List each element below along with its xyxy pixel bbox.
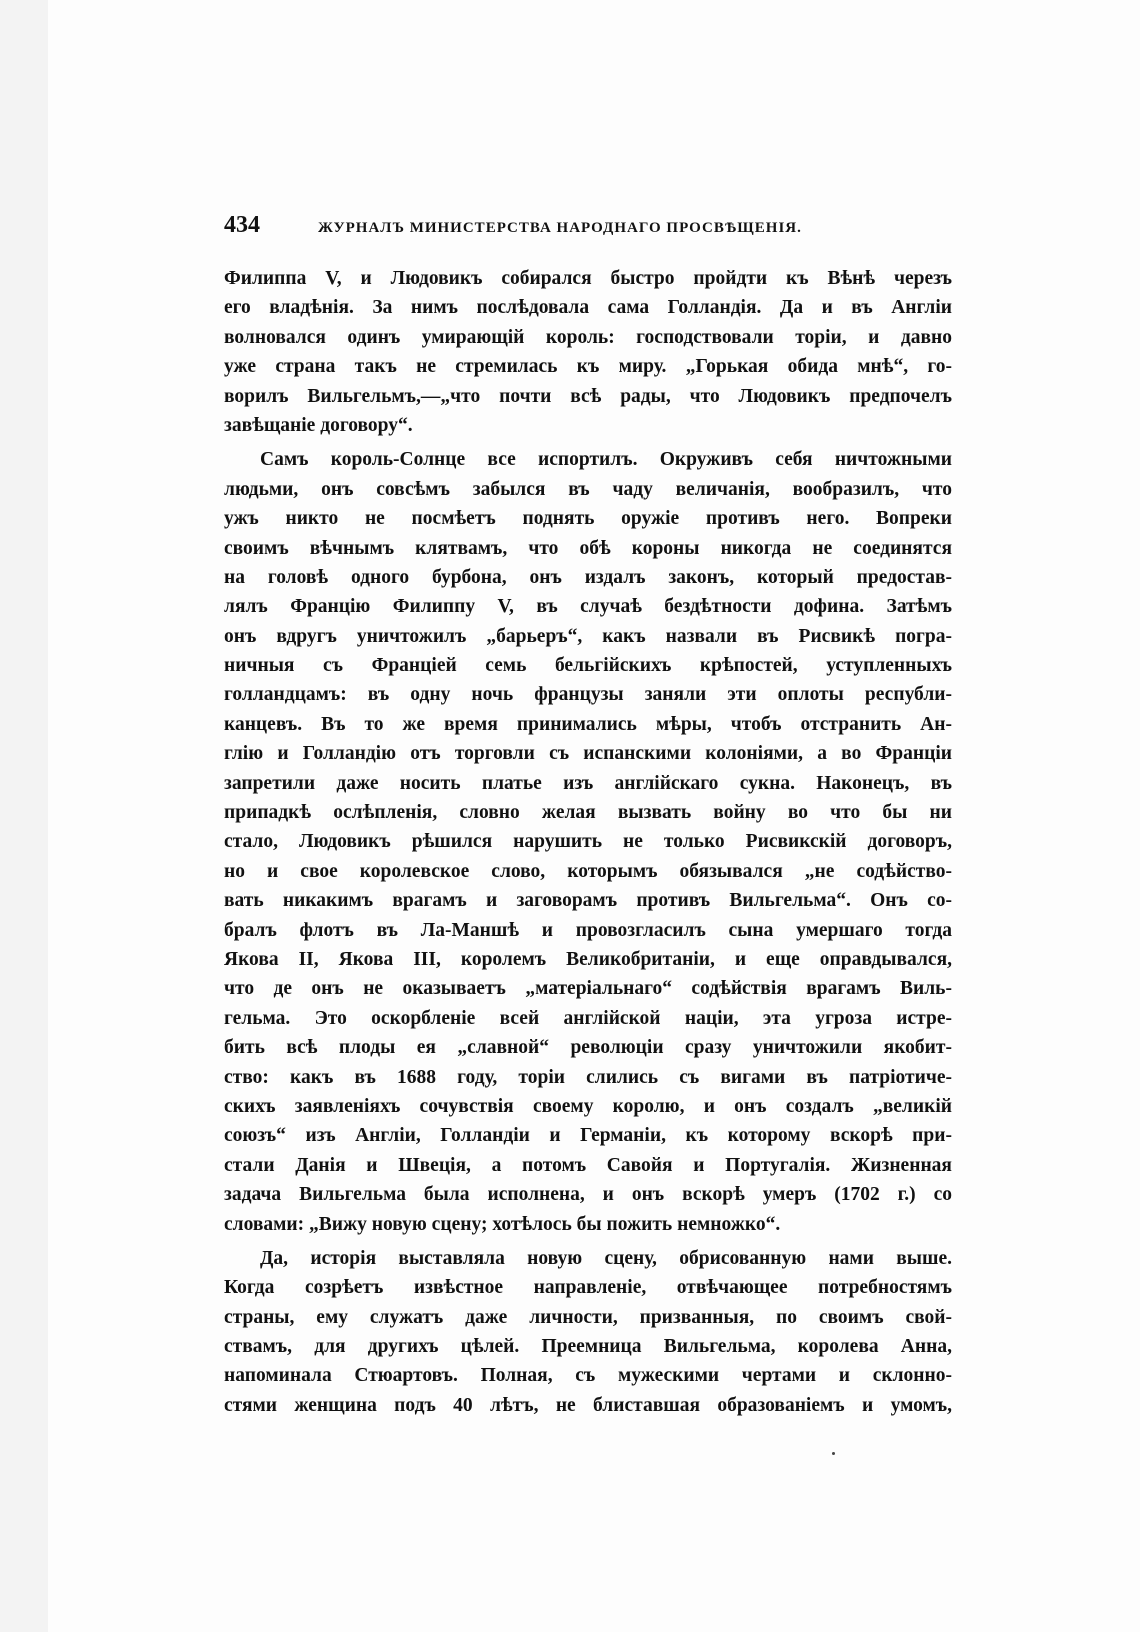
text-line: ничныя съ Франціей семь бельгійскихъ крѣпостей, уступленныхъ [224,655,952,677]
text-line: напоминала Стюартовъ. Полная, съ мужескими чертами и склонно- [224,1365,952,1387]
text-line: вать никакимъ врагамъ и заговорамъ противъ Вильгельма“. Онъ со- [224,890,952,912]
text-line: стали Данія и Швеція, а потомъ Савойя и Португалія. Жизненная [224,1154,952,1176]
text-line: бралъ флотъ въ Ла-Маншѣ и провозгласилъ сына умершаго тогда [224,919,952,941]
text-line: бить всѣ плоды ея „славной“ революціи сразу уничтожили якобит- [224,1037,952,1059]
text-line: глію и Голландію отъ торговли съ испанскими колоніями, а во Франціи [224,743,952,765]
text-line: волновался одинъ умирающій король: господствовали торіи, и давно [224,326,952,348]
page-number: 434 [224,212,260,238]
text-line: ужъ никто не посмѣетъ поднять оружіе противъ него. Вопреки [224,508,952,530]
text-line: голландцамъ: въ одну ночь французы заняли эти оплоты республи- [224,684,952,706]
text-line: на головѣ одного бурбона, онъ издалъ законъ, который предостав- [224,566,952,588]
text-line: страны, ему служатъ даже личности, призванныя, по своимъ свой- [224,1306,952,1328]
text-line: скихъ заявленіяхъ сочувствія своему королю, и онъ создалъ „великій [224,1095,952,1117]
print-speck [832,1452,835,1455]
paragraph-2 [224,445,952,1239]
text-line: онъ вдругъ уничтожилъ „барьеръ“, какъ назвали въ Рисвикѣ погра- [224,625,952,647]
text-line: Филиппа V, и Людовикъ собирался быстро пройдти къ Вѣнѣ черезъ [224,268,952,289]
page-header [224,212,952,252]
text-line: Самъ король-Солнце все испортилъ. Окруживъ себя ничтожными [260,449,952,471]
text-line: канцевъ. Въ то же время принимались мѣры, чтобъ отстранить Ан- [224,713,952,735]
text-line: Якова II, Якова III, королемъ Великобританіи, и еще оправдывался, [224,948,952,970]
text-line: людьми, онъ совсѣмъ забылся въ чаду величанія, вообразилъ, что [224,478,952,500]
running-title: ЖУРНАЛЪ МИНИСТЕРСТВА НАРОДНАГО ПРОСВѢЩЕНІЯ. [318,220,802,236]
text-block [224,212,952,1420]
text-line: своимъ вѣчнымъ клятвамъ, что обѣ короны никогда не соединятся [224,537,952,559]
text-line: ворилъ Вильгельмъ,—„что почти всѣ рады, что Людовикъ предпочелъ [224,385,952,407]
text-line: запретили даже носить платье изъ англійскаго сукна. Наконецъ, въ [224,772,952,794]
paragraph-1 [224,264,952,440]
text-line: ство: какъ въ 1688 году, торіи слились съ вигами въ патріотиче- [224,1066,952,1088]
text-line: Когда созрѣетъ извѣстное направленіе, отвѣчающее потребностямъ [224,1277,952,1299]
text-line: его владѣнія. За нимъ послѣдовала сама Голландія. Да и въ Англіи [224,297,952,319]
text-line: припадкѣ ослѣпленія, словно желая вызвать войну во что бы ни [224,802,952,824]
text-line: гельма. Это оскорбленіе всей англійской націи, эта угроза истре- [224,1007,952,1029]
text-line: словами: „Вижу новую сцену; хотѣлось бы пожить немножко“. [224,1213,781,1235]
text-line: что де онъ не оказываетъ „матеріальнаго“ содѣйствія врагамъ Виль- [224,978,952,1000]
text-line: уже страна такъ не стремилась къ миру. „Горькая обида мнѣ“, го- [224,356,952,378]
paragraph-3 [224,1244,952,1420]
text-line: стями женщина подъ 40 лѣтъ, не блиставшая образованіемъ и умомъ, [224,1394,952,1416]
page-edge-shadow [0,0,48,1632]
text-line: Да, исторія выставляла новую сцену, обрисованную нами выше. [260,1247,952,1269]
text-line: завѣщаніе договору“. [224,414,413,436]
text-line: ствамъ, для другихъ цѣлей. Преемница Вильгельма, королева Анна, [224,1336,952,1358]
text-line: но и свое королевское слово, которымъ обязывался „не содѣйство- [224,860,952,882]
text-line: стало, Людовикъ рѣшился нарушить не только Рисвикскій договоръ, [224,831,952,853]
text-line: лялъ Францію Филиппу V, въ случаѣ бездѣтности дофина. Затѣмъ [224,596,952,618]
text-line: союзъ“ изъ Англіи, Голландіи и Германіи, къ которому вскорѣ при- [224,1125,952,1147]
text-line: задача Вильгельма была исполнена, и онъ вскорѣ умеръ (1702 г.) со [224,1184,952,1206]
